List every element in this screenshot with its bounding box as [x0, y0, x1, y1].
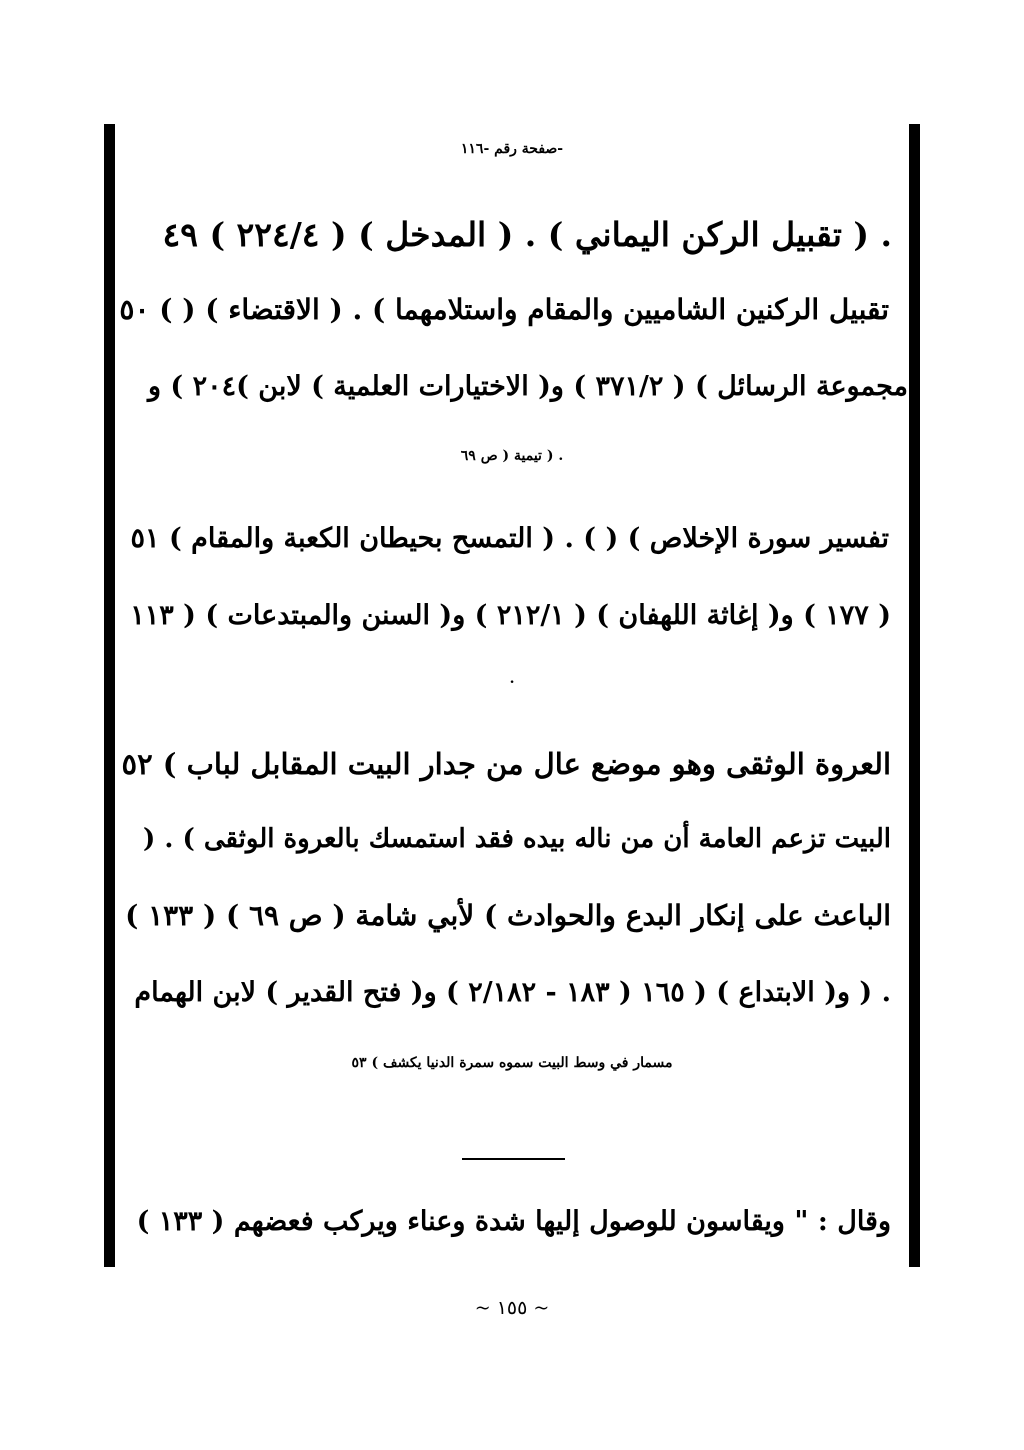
left-frame-bar	[104, 124, 115, 1267]
page-title: -صفحة رقم -١١٦	[460, 141, 564, 157]
right-frame-bar	[909, 124, 920, 1267]
text-line-7: .	[509, 671, 515, 687]
text-line-11: . ( و( الابتداع ) ( ١٦٥ ( ١٨٣ - ٢/١٨٢ ) و( فتح القدير ) لابن الهمام	[134, 977, 891, 1008]
footnote-text: وقال : " ويقاسون للوصول إليها شدة وعناء ويركب فعضهم ( ١٣٣ )	[136, 1206, 891, 1237]
text-line-3: مجموعة الرسائل ) ( ٣٧١/٢ ) و( الاختيارات العلمية ) لابن )٢٠٤ ) و	[147, 371, 908, 402]
text-line-6: ( ١٧٧ ) و( إغاثة اللهفان ) ( ٢١٢/١ ) و( السنن والمبتدعات ) ( ١١٣	[130, 600, 891, 631]
footnote-divider	[462, 1158, 565, 1160]
text-line-8: العروة الوثقى وهو موضع عال من جدار البيت المقابل لباب ) ٥٢	[121, 747, 891, 781]
text-line-2: تقبيل الركنين الشاميين والمقام واستلامهما ) . ( الاقتضاء ) ( ) ٥٠	[119, 293, 889, 326]
text-line-12: مسمار في وسط البيت سموه سمرة الدنيا يكشف ) ٥٣	[351, 1055, 673, 1071]
text-line-9: البيت تزعم العامة أن من ناله بيده فقد استمسك بالعروة الوثقى ) . (	[143, 824, 891, 854]
text-line-1: . ( تقبيل الركن اليماني ) . ( المدخل ) ( ٢٢٤/٤ ) ٤٩	[162, 215, 892, 254]
text-line-10: الباعث على إنكار البدع والحوادث ) لأبي شامة ( ص ٦٩ ) ( ١٣٣ )	[125, 899, 891, 932]
text-line-5: تفسير سورة الإخلاص ) ( ) . ( التمسح بحيطان الكعبة والمقام ) ٥١	[130, 523, 889, 554]
text-line-4: . ( تيمية ( ص ٦٩	[460, 448, 564, 464]
page-number: ~ ١٥٥ ~	[474, 1297, 550, 1319]
